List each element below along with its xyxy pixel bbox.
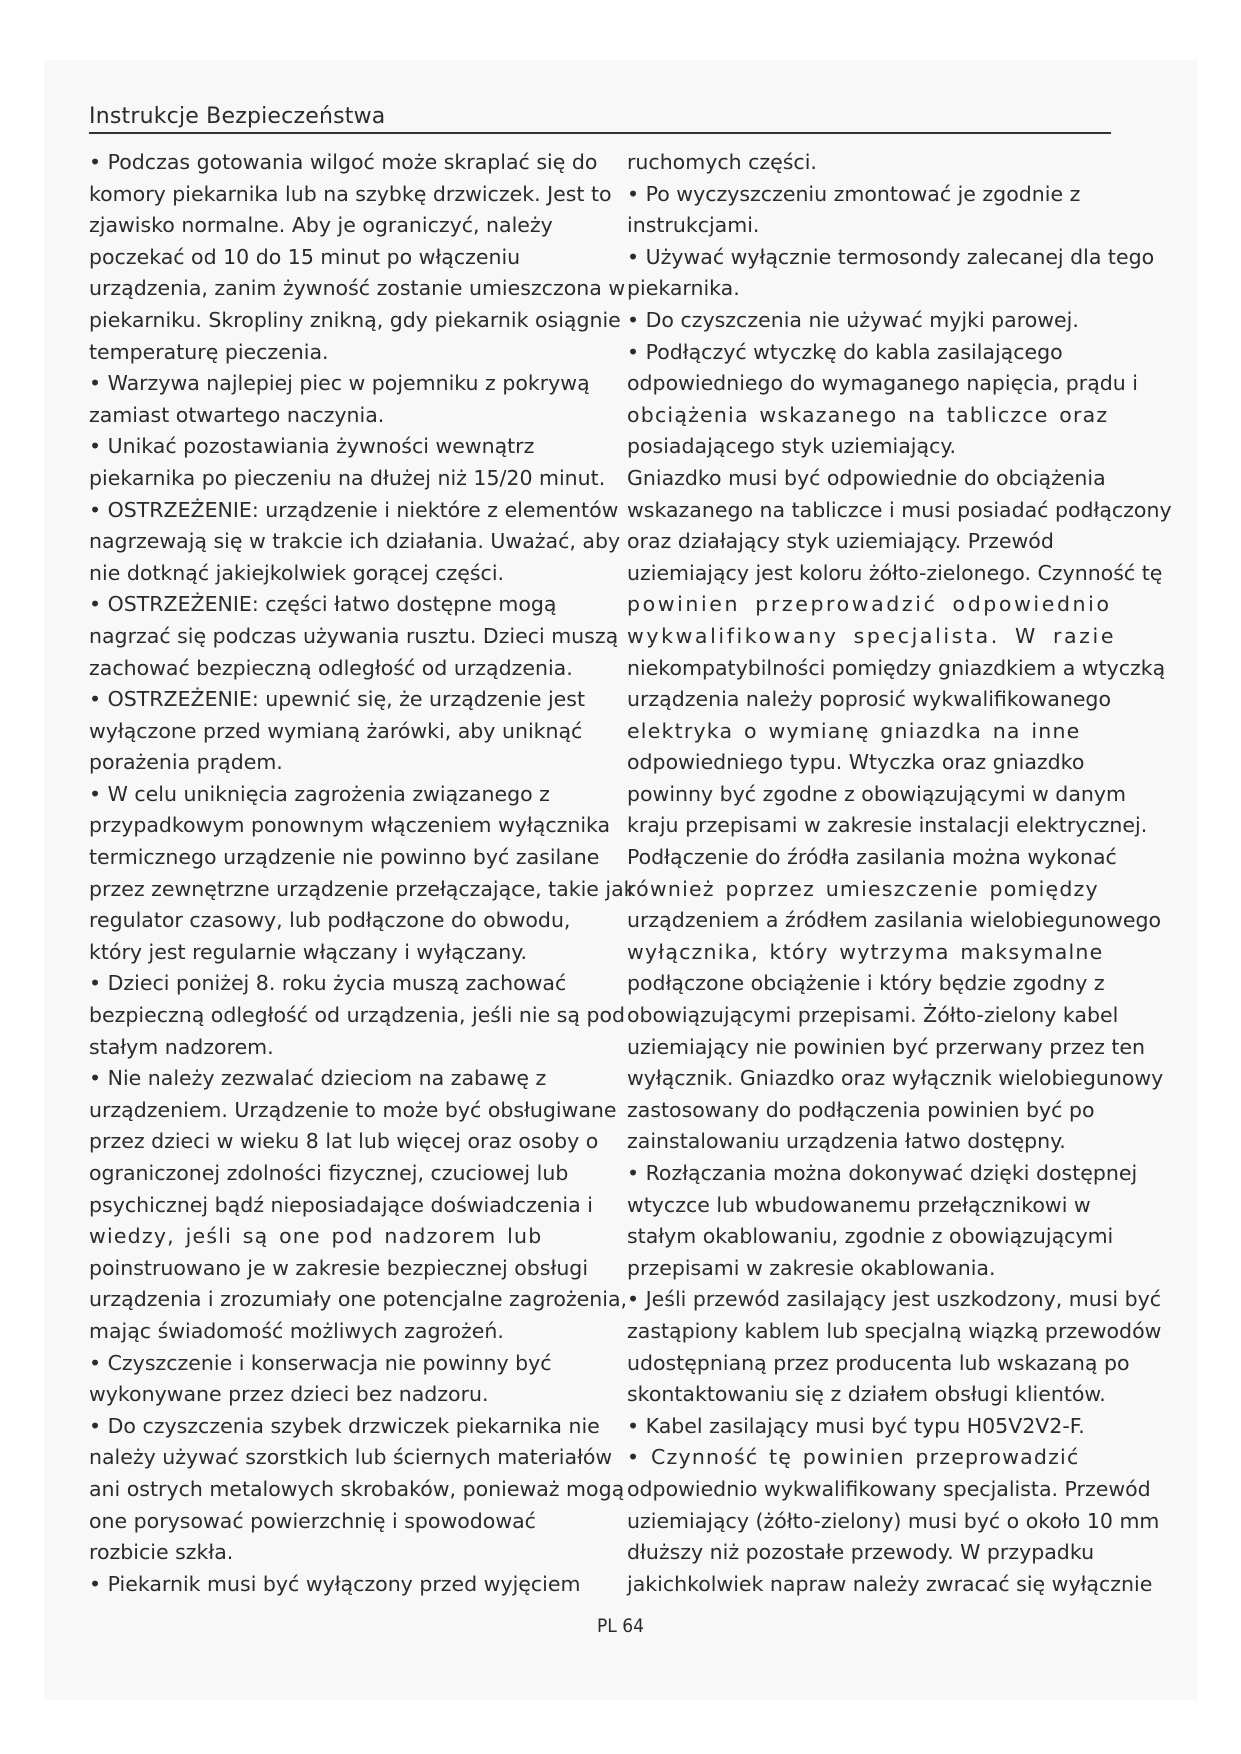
text-line: • OSTRZEŻENIE: części łatwo dostępne mogą <box>89 592 557 617</box>
text-line: • Do czyszczenia szybek drzwiczek piekarnika nie <box>89 1413 600 1438</box>
text-line: • Używać wyłącznie termosondy zalecanej dla tego <box>627 244 1155 269</box>
text-line: zjawisko normalne. Aby je ograniczyć, należy <box>89 213 553 238</box>
text-line: odpowiedniego typu. Wtyczka oraz gniazdko <box>627 750 1085 775</box>
text-line: zamiast otwartego naczynia. <box>89 402 385 427</box>
page-number: PL 64 <box>597 1615 644 1637</box>
text-line: • OSTRZEŻENIE: upewnić się, że urządzenie jest <box>89 687 586 712</box>
text-line: • Czynność tę powinien przeprowadzić <box>627 1445 1080 1470</box>
text-line: • Unikać pozostawiania żywności wewnątrz <box>89 434 535 459</box>
text-line: odpowiednio wykwalifikowany specjalista. Przewód <box>627 1476 1151 1501</box>
text-line: nie dotknąć jakiejkolwiek gorącej części. <box>89 560 505 585</box>
text-line: zastąpiony kablem lub specjalną wiązką przewodów <box>627 1318 1162 1343</box>
text-line: piekarnika. <box>627 276 740 301</box>
text-line: dłuższy niż pozostałe przewody. W przypadku <box>627 1540 1095 1565</box>
text-line: również poprzez umieszczenie pomiędzy <box>627 876 1099 901</box>
page-title: Instrukcje Bezpieczeństwa <box>89 103 1111 134</box>
left-text-column <box>89 147 639 1600</box>
text-line: przypadkowym ponownym włączeniem wyłącznika <box>89 813 611 838</box>
text-line: • Warzywa najlepiej piec w pojemniku z pokrywą <box>89 371 590 396</box>
text-line: • OSTRZEŻENIE: urządzenie i niektóre z elementów <box>89 497 619 522</box>
text-line: urządzenia i zrozumiały one potencjalne zagrożenia, <box>89 1287 628 1312</box>
text-line: skontaktowaniu się z działem obsługi klientów. <box>627 1382 1106 1407</box>
text-line: rozbicie szkła. <box>89 1540 234 1565</box>
text-line: psychicznej bądź nieposiadające doświadczenia i <box>89 1192 593 1217</box>
text-line: zachować bezpieczną odległość od urządzenia. <box>89 655 573 680</box>
text-line: wykonywane przez dzieci bez nadzoru. <box>89 1382 489 1407</box>
text-line: Gniazdko musi być odpowiednie do obciążenia <box>627 465 1106 490</box>
text-line: ograniczonej zdolności fizycznej, czuciowej lub <box>89 1161 569 1185</box>
text-line: • Do czyszczenia nie używać myjki parowej. <box>627 307 1079 332</box>
text-line: elektryka o wymianę gniazdka na inne <box>627 718 1081 743</box>
text-line: obciążenia wskazanego na tabliczce oraz <box>627 402 1109 427</box>
text-line: zastosowany do podłączenia powinien być po <box>627 1097 1095 1122</box>
text-line: uziemiający (żółto-zielony) musi być o około 10 mm <box>627 1508 1160 1533</box>
text-line: podłączone obciążenie i który będzie zgodny z <box>627 971 1105 996</box>
text-line: urządzenia należy poprosić wykwalifikowanego <box>627 687 1111 712</box>
text-line: niekompatybilności pomiędzy gniazdkiem a wtyczką <box>627 655 1166 680</box>
text-line: udostępnianą przez producenta lub wskazaną po <box>627 1350 1130 1375</box>
text-line: urządzeniem. Urządzenie to może być obsługiwane <box>89 1097 617 1122</box>
text-line: wyłącznik. Gniazdko oraz wyłącznik wielobiegunowy <box>627 1066 1164 1091</box>
text-line: termicznego urządzenie nie powinno być zasilane <box>89 845 600 870</box>
text-line: odpowiedniego do wymaganego napięcia, prądu i <box>627 371 1138 396</box>
text-line: powinien przeprowadzić odpowiednio <box>627 592 1112 617</box>
text-line: • Rozłączania można dokonywać dzięki dostępnej <box>627 1161 1138 1185</box>
text-line: nagrzać się podczas używania rusztu. Dzieci muszą <box>89 623 619 648</box>
text-line: poinstruowano je w zakresie bezpiecznej obsługi <box>89 1255 589 1280</box>
text-line: bezpieczną odległość od urządzenia, jeśli nie są pod <box>89 1003 626 1028</box>
text-line: piekarnika po pieczeniu na dłużej niż 15/20 minut. <box>89 465 606 490</box>
text-line: • Jeśli przewód zasilający jest uszkodzony, musi być <box>627 1287 1162 1312</box>
text-line: one porysować powierzchnię i spowodować <box>89 1508 536 1533</box>
text-line: regulator czasowy, lub podłączone do obwodu, <box>89 908 571 933</box>
text-line: • Podłączyć wtyczkę do kabla zasilającego <box>627 339 1063 364</box>
text-line: wtyczce lub wbudowanemu przełącznikowi w <box>627 1192 1091 1217</box>
text-line: wyłącznika, który wytrzyma maksymalne <box>627 939 1104 964</box>
text-line: poczekać od 10 do 15 minut po włączeniu <box>89 244 521 269</box>
text-line: przez dzieci w wieku 8 lat lub więcej oraz osoby o <box>89 1129 599 1154</box>
text-line: • Piekarnik musi być wyłączony przed wyjęciem <box>89 1571 581 1596</box>
text-line: wskazanego na tabliczce i musi posiadać podłączony <box>627 497 1172 522</box>
text-line: urządzenia, zanim żywność zostanie umieszczona w <box>89 276 626 301</box>
text-line: posiadającego styk uziemiający. <box>627 434 957 459</box>
text-line: zainstalowaniu urządzenia łatwo dostępny. <box>627 1129 1066 1154</box>
text-line: oraz działający styk uziemiający. Przewód <box>627 529 1054 554</box>
right-text-column <box>627 147 1177 1600</box>
text-line: stałym okablowaniu, zgodnie z obowiązującymi <box>627 1224 1114 1249</box>
text-line: wiedzy, jeśli są one pod nadzorem lub <box>89 1224 543 1249</box>
text-line: urządzeniem a źródłem zasilania wielobiegunowego <box>627 908 1162 933</box>
text-line: mając świadomość możliwych zagrożeń. <box>89 1318 504 1343</box>
text-line: wykwalifikowany specjalista. W razie <box>627 623 1117 648</box>
text-line: jakichkolwiek napraw należy zwracać się wyłącznie <box>627 1571 1153 1596</box>
text-line: przez zewnętrzne urządzenie przełączające, takie jak <box>89 876 636 901</box>
text-line: komory piekarnika lub na szybkę drzwiczek. Jest to <box>89 181 612 206</box>
text-line: obowiązującymi przepisami. Żółto-zielony kabel <box>627 1003 1119 1028</box>
text-line: • Kabel zasilający musi być typu H05V2V2-F. <box>627 1413 1085 1438</box>
text-line: który jest regularnie włączany i wyłączany. <box>89 939 528 964</box>
text-line: uziemiający nie powinien być przerwany przez ten <box>627 1034 1145 1059</box>
text-line: instrukcjami. <box>627 213 760 238</box>
text-line: • Podczas gotowania wilgoć może skraplać się do <box>89 150 598 174</box>
text-line: • Dzieci poniżej 8. roku życia muszą zachować <box>89 971 567 996</box>
text-line: uziemiający jest koloru żółto-zielonego. Czynność tę <box>627 560 1163 585</box>
text-line: Podłączenie do źródła zasilania można wykonać <box>627 845 1117 870</box>
text-line: • Czyszczenie i konserwacja nie powinny być <box>89 1350 552 1375</box>
text-line: • Nie należy zezwalać dzieciom na zabawę z <box>89 1066 547 1091</box>
text-line: nagrzewają się w trakcie ich działania. Uważać, aby <box>89 529 621 554</box>
text-line: • Po wyczyszczeniu zmontować je zgodnie z <box>627 181 1081 206</box>
text-line: • W celu uniknięcia zagrożenia związanego z <box>89 781 550 806</box>
text-line: wyłączone przed wymianą żarówki, aby uniknąć <box>89 718 583 743</box>
text-line: stałym nadzorem. <box>89 1034 274 1059</box>
text-line: kraju przepisami w zakresie instalacji elektrycznej. <box>627 813 1148 838</box>
text-line: ani ostrych metalowych skrobaków, ponieważ mogą <box>89 1476 625 1501</box>
text-line: temperaturę pieczenia. <box>89 339 329 364</box>
text-line: ruchomych części. <box>627 150 817 174</box>
text-line: piekarniku. Skropliny znikną, gdy piekarnik osiągnie <box>89 307 621 332</box>
text-line: porażenia prądem. <box>89 750 283 775</box>
text-line: powinny być zgodne z obowiązującymi w danym <box>627 781 1126 806</box>
text-line: należy używać szorstkich lub ściernych materiałów <box>89 1445 613 1470</box>
text-line: przepisami w zakresie okablowania. <box>627 1255 996 1280</box>
